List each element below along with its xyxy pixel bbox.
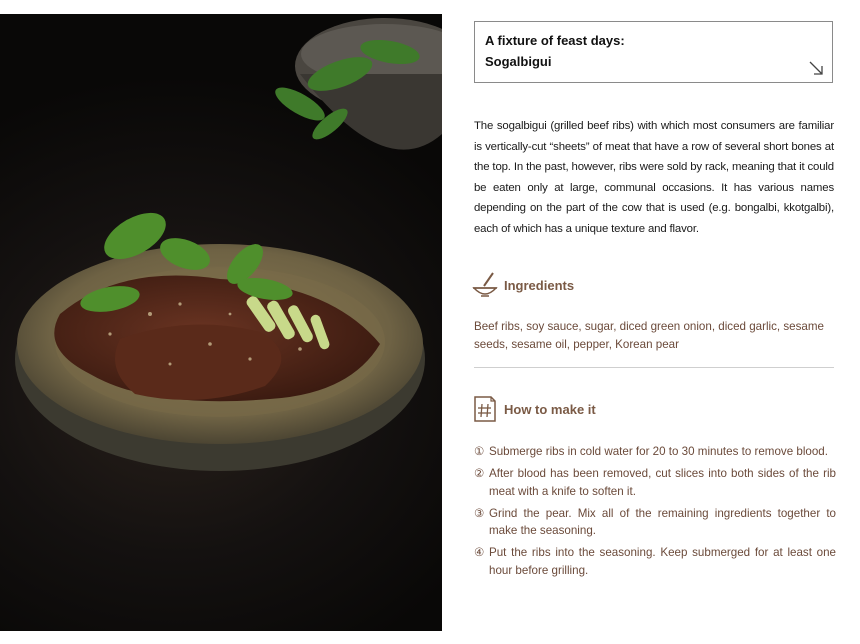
title-box — [474, 21, 833, 83]
method-title: How to make it — [504, 401, 596, 417]
title-line-2: Sogalbigui — [485, 54, 552, 69]
step-item — [474, 465, 836, 500]
arrow-down-right-icon — [808, 60, 824, 76]
title-line-1: A fixture of feast days: — [485, 33, 625, 48]
step-number: ① — [474, 445, 485, 458]
step-text: Submerge ribs in cold water for 20 to 30 minutes to remove blood. — [489, 445, 828, 458]
method-heading — [472, 394, 596, 424]
intro-paragraph: The sogalbigui (grilled beef ribs) with which most consumers are familiar is vertically-cut “sheets” of meat that have a row of several short bones at the top. In the past, however, ribs were sold by rack, meaning that it could be eaten only at large, communal occasions. It has various names depending on the part of the cow that is used (e.g. bongalbi, kkotgalbi), each of which has a unique texture and flavor. — [474, 120, 834, 235]
step-text: Put the ribs into the seasoning. Keep submerged for at least one hour before grilling. — [489, 546, 836, 577]
step-number: ④ — [474, 546, 485, 559]
step-number: ② — [474, 467, 485, 480]
recipe-card-icon — [472, 394, 498, 424]
method-steps — [474, 443, 836, 584]
step-item — [474, 505, 836, 540]
step-item — [474, 544, 836, 579]
ingredients-heading — [472, 270, 574, 300]
food-photo — [0, 14, 442, 631]
step-item — [474, 443, 836, 461]
step-text: Grind the pear. Mix all of the remaining ingredients together to make the seasoning. — [489, 506, 836, 537]
section-divider — [474, 367, 834, 368]
ingredients-list: Beef ribs, soy sauce, sugar, diced green onion, diced garlic, sesame seeds, sesame oil, pepper, Korean pear — [474, 320, 824, 351]
step-text: After blood has been removed, cut slices into both sides of the rib meat with a knife to soften it. — [489, 467, 836, 498]
step-number: ③ — [474, 506, 485, 520]
mortar-pestle-icon — [472, 270, 498, 300]
ingredients-title: Ingredients — [504, 277, 575, 293]
